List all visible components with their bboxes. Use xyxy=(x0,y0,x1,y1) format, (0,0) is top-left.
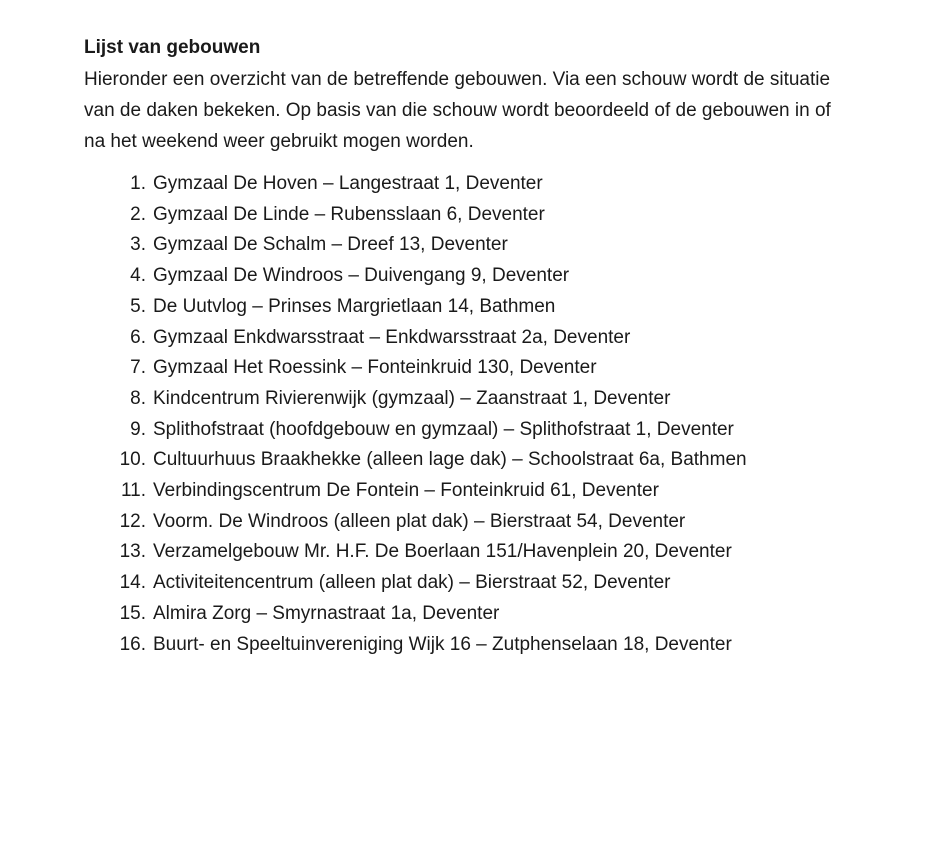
list-item-text: Verbindingscentrum De Fontein – Fonteinkruid 61, Deventer xyxy=(153,480,659,502)
list-item xyxy=(84,537,914,568)
list-item xyxy=(84,630,914,661)
list-item xyxy=(84,261,914,292)
list-item-number: 1. xyxy=(130,173,146,194)
list-item xyxy=(84,476,914,507)
list-item-number: 4. xyxy=(130,265,146,287)
list-item xyxy=(84,169,914,200)
list-item-number: 10. xyxy=(119,449,146,471)
list-item-text: Gymzaal De Windroos – Duivengang 9, Deventer xyxy=(153,265,570,287)
list-item-text: De Uutvlog – Prinses Margrietlaan 14, Bathmen xyxy=(153,295,556,317)
intro-paragraph: Hieronder een overzicht van de betreffende gebouwen. Via een schouw wordt de situatie van de daken bekeken. Op basis van die schouw wordt beoordeeld of de gebouwen in of na het weekend weer gebruikt mogen worden. xyxy=(84,69,831,152)
list-item xyxy=(84,568,914,599)
list-item-text: Gymzaal De Schalm – Dreef 13, Deventer xyxy=(153,234,508,256)
list-item-number: 6. xyxy=(130,326,146,348)
list-item xyxy=(84,292,914,323)
list-item-number: 5. xyxy=(130,295,146,317)
list-item-number: 2. xyxy=(130,203,146,225)
list-item-text: Buurt- en Speeltuinvereniging Wijk 16 – Zutphenselaan 18, Deventer xyxy=(153,633,732,655)
building-list xyxy=(84,169,914,660)
list-item xyxy=(84,353,914,384)
list-item-text: Cultuurhuus Braakhekke (alleen lage dak) – Schoolstraat 6a, Bathmen xyxy=(153,449,747,471)
list-item xyxy=(84,599,914,630)
document-body xyxy=(84,36,914,660)
list-item xyxy=(84,230,914,261)
list-item xyxy=(84,445,914,476)
list-item-text: Activiteitencentrum (alleen plat dak) – Bierstraat 52, Deventer xyxy=(153,572,671,594)
list-item-number: 9. xyxy=(130,418,146,440)
list-item-text: Almira Zorg – Smyrnastraat 1a, Deventer xyxy=(153,602,500,624)
list-item-number: 14. xyxy=(119,572,146,594)
list-item xyxy=(84,200,914,231)
list-item-text: Gymzaal De Linde – Rubensslaan 6, Deventer xyxy=(153,203,545,225)
list-item-text: Gymzaal Enkdwarsstraat – Enkdwarsstraat 2a, Deventer xyxy=(153,326,631,348)
list-item-number: 15. xyxy=(119,602,146,624)
list-item-text: Kindcentrum Rivierenwijk (gymzaal) – Zaanstraat 1, Deventer xyxy=(153,387,671,409)
list-item-number: 12. xyxy=(119,510,146,532)
document-title: Lijst van gebouwen xyxy=(84,37,261,58)
list-item xyxy=(84,415,914,446)
list-item-number: 16. xyxy=(119,633,146,655)
list-item-number: 13. xyxy=(119,541,146,563)
list-item-number: 11. xyxy=(120,480,146,502)
list-item-text: Gymzaal De Hoven – Langestraat 1, Deventer xyxy=(153,173,543,194)
list-item-text: Gymzaal Het Roessink – Fonteinkruid 130, Deventer xyxy=(153,357,597,379)
list-item-number: 7. xyxy=(130,357,146,379)
list-item xyxy=(84,507,914,538)
list-item xyxy=(84,323,914,354)
list-item-text: Splithofstraat (hoofdgebouw en gymzaal) – Splithofstraat 1, Deventer xyxy=(153,418,734,440)
list-item-number: 8. xyxy=(130,387,146,409)
list-item-text: Verzamelgebouw Mr. H.F. De Boerlaan 151/Havenplein 20, Deventer xyxy=(153,541,732,563)
list-item xyxy=(84,384,914,415)
list-item-text: Voorm. De Windroos (alleen plat dak) – Bierstraat 54, Deventer xyxy=(153,510,686,532)
list-item-number: 3. xyxy=(130,234,146,256)
